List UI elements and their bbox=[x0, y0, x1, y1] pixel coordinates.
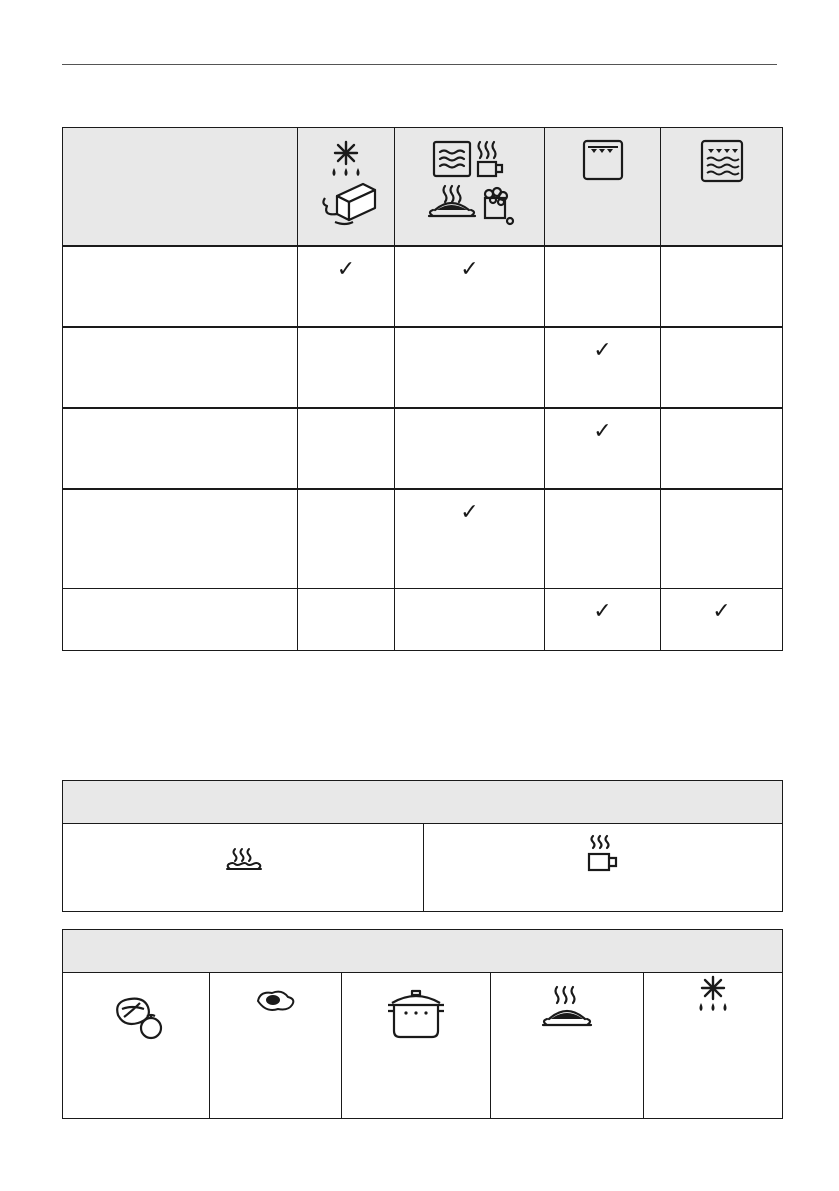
check-mark: ✓ bbox=[712, 599, 731, 624]
icon-cell bbox=[342, 973, 491, 1119]
header-grill bbox=[661, 128, 783, 246]
empty-cell bbox=[395, 408, 545, 489]
check-mark: ✓ bbox=[460, 499, 479, 525]
empty-cell bbox=[298, 327, 395, 408]
check-mark: ✓ bbox=[593, 599, 612, 624]
icon-cell bbox=[63, 824, 424, 912]
empty-cell bbox=[661, 489, 783, 589]
heat-dish-icon bbox=[213, 824, 273, 884]
empty-cell bbox=[395, 589, 545, 651]
oven-top-heat-icon bbox=[573, 128, 633, 188]
row-label-cell bbox=[63, 246, 298, 327]
empty-cell bbox=[298, 489, 395, 589]
check-cell bbox=[545, 327, 661, 408]
header-cell bbox=[63, 781, 783, 824]
table-row bbox=[63, 489, 783, 589]
heat-dish-icon bbox=[527, 973, 607, 1053]
page-top-rule bbox=[62, 64, 777, 65]
table-row bbox=[63, 589, 783, 651]
empty-cell bbox=[661, 327, 783, 408]
row-label-cell bbox=[63, 589, 298, 651]
header-top-heat bbox=[545, 128, 661, 246]
check-mark: ✓ bbox=[593, 418, 612, 444]
empty-cell bbox=[545, 489, 661, 589]
pot-icon bbox=[376, 973, 456, 1053]
check-mark: ✓ bbox=[593, 337, 612, 363]
check-cell bbox=[545, 589, 661, 651]
table-row bbox=[63, 408, 783, 489]
vegetables-icon bbox=[96, 973, 176, 1053]
icon-cell bbox=[491, 973, 644, 1119]
oven-grill-icon bbox=[692, 128, 752, 188]
check-cell bbox=[545, 408, 661, 489]
check-mark: ✓ bbox=[460, 256, 479, 282]
row-label-cell bbox=[63, 327, 298, 408]
empty-cell bbox=[298, 408, 395, 489]
header-cell bbox=[63, 930, 783, 973]
defrost-butter-icon bbox=[311, 128, 381, 228]
microwave-heat-icons bbox=[415, 128, 525, 228]
empty-cell bbox=[395, 327, 545, 408]
egg-icon bbox=[246, 973, 306, 1033]
function-table-header bbox=[63, 128, 783, 246]
food-table-header bbox=[63, 930, 783, 973]
empty-cell bbox=[661, 408, 783, 489]
check-mark: ✓ bbox=[336, 256, 356, 282]
heat-cup-icon bbox=[573, 824, 633, 884]
icon-cell bbox=[210, 973, 342, 1119]
table-row bbox=[63, 973, 783, 1119]
empty-cell bbox=[661, 246, 783, 327]
table-row bbox=[63, 246, 783, 327]
row-label-cell bbox=[63, 408, 298, 489]
table-row bbox=[63, 327, 783, 408]
function-table bbox=[62, 127, 783, 651]
empty-cell bbox=[298, 589, 395, 651]
header-empty-cell bbox=[63, 128, 298, 246]
header-defrost bbox=[298, 128, 395, 246]
food-table bbox=[62, 929, 783, 1119]
heating-table bbox=[62, 780, 783, 912]
check-cell bbox=[395, 489, 545, 589]
row-label-cell bbox=[63, 489, 298, 589]
icon-cell bbox=[424, 824, 783, 912]
empty-cell bbox=[545, 246, 661, 327]
check-cell bbox=[298, 246, 395, 327]
heating-table-header bbox=[63, 781, 783, 824]
icon-cell bbox=[63, 973, 210, 1119]
check-cell bbox=[661, 589, 783, 651]
defrost-icon bbox=[683, 973, 743, 1033]
table-row bbox=[63, 824, 783, 912]
icon-cell bbox=[644, 973, 783, 1119]
check-cell bbox=[395, 246, 545, 327]
header-microwave bbox=[395, 128, 545, 246]
